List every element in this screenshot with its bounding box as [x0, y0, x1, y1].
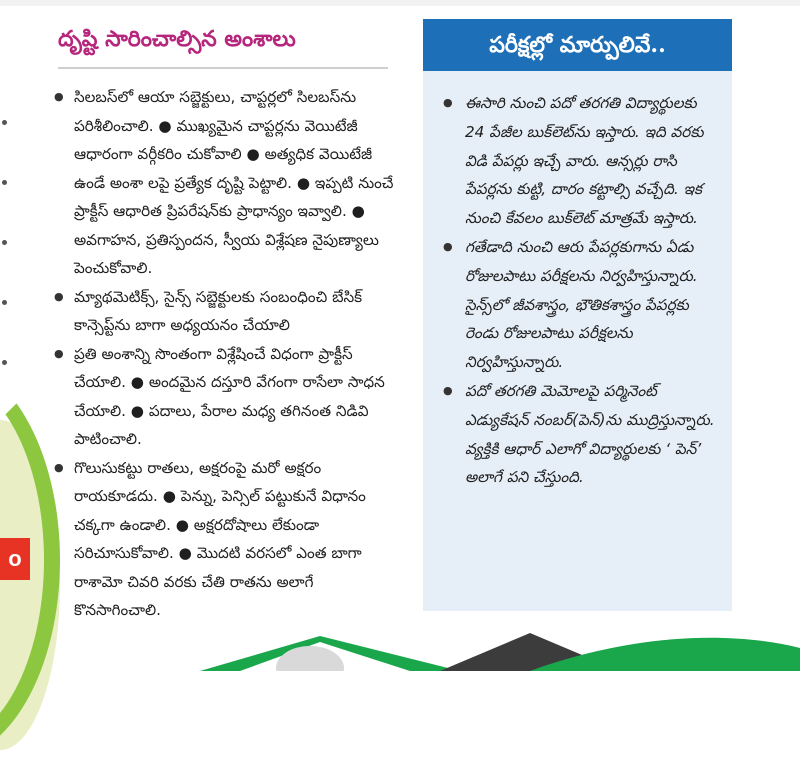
left-column — [52, 26, 402, 625]
right-bullet-item: ● పదో తరగతి మెమోలపై పర్మినెంట్ ఎడ్యుకేషన్ నంబర్(పెన్)ను ముద్రిస్తున్నారు. వ్యక్తికి ఆధార్ ఎలాగో విద్యార్థులకు ‘ పెన్’ అలాగే పని చేస్తుంది. — [443, 377, 718, 492]
left-bullet-item: ● ప్రతి అంశాన్ని సొంతంగా విశ్లేషించే విధంగా ప్రాక్టీస్ చేయాలి. ● అందమైన దస్తూరి వేగంగా రాసేలా సాధన చేయాలి. ● పదాలు, పేరాల మధ్య తగినంత నిడివి పాటించాలి. — [52, 340, 402, 454]
margin-dot — [2, 300, 7, 305]
right-section-title: పరీక్షల్లో మార్పులివే.. — [423, 19, 732, 71]
margin-dot — [2, 240, 7, 245]
margin-dot — [2, 120, 7, 125]
left-bullet-item: ● మ్యాథమెటిక్స్, సైన్స్ సబ్జెక్టులకు సంబంధించి బేసిక్ కాన్సెప్ట్‌ను బాగా అధ్యయనం చేయాలి — [52, 283, 402, 340]
right-bullet-item: ● ఈసారి నుంచి పదో తరగతి విద్యార్థులకు 24 పేజీల బుక్‌లెట్‌ను ఇస్తారు. ఇది వరకు విడి పేపర్లు ఇచ్చే వారు. ఆన్సర్లు రాసి పేపర్లను కుట్టి, దారం కట్టాల్సి వచ్చేది. ఇక నుంచి కేవలం బుక్‌లెట్ మాత్రమే ఇస్తారు. — [443, 89, 718, 233]
side-red-tag: o — [0, 538, 30, 580]
bottom-decorative-art — [200, 628, 800, 671]
left-bullet-list — [52, 83, 402, 625]
margin-dot — [2, 360, 7, 365]
left-section-title: దృష్టి సారించాల్సిన అంశాలు — [58, 26, 388, 69]
left-bullet-item: ● సిలబస్‌లో ఆయా సబ్జెక్టులు, చాప్టర్లలో సిలబస్‌ను పరిశీలించాలి. ● ముఖ్యమైన చాప్టర్లను వెయిటేజీ ఆధారంగా వర్గీకరిం చుకోవాలి ● అత్యధిక వెయిటేజీ ఉండే అంశా లపై ప్రత్యేక దృష్టి పెట్టాలి. ● ఇప్పటి నుంచే ప్రాక్టీస్ ఆధారిత ప్రిపరేషన్‌కు ప్రాధాన్యం ఇవ్వాలి. ● అవగాహన, ప్రతిస్పందన, స్వీయ విశ్లేషణ నైపుణ్యాలు పెంచుకోవాలి. — [52, 83, 402, 283]
right-info-box — [423, 19, 732, 611]
top-band — [0, 0, 800, 6]
right-bullet-list — [423, 89, 732, 492]
left-bullet-item: ● గొలుసుకట్టు రాతలు, అక్షరంపై మరో అక్షరం రాయకూడదు. ● పెన్ను, పెన్సిల్ పట్టుకునే విధానం చక్కగా ఉండాలి. ● అక్షరదోషాలు లేకుండా సరిచూసుకోవాలి. ● మొదటి వరసలో ఎంత బాగా రాశామో చివరి వరకు చేతి రాతను అలాగే కొనసాగించాలి. — [52, 454, 402, 625]
right-bullet-item: ● గతేడాది నుంచి ఆరు పేపర్లకుగాను ఏడు రోజులపాటు పరీక్షలను నిర్వహిస్తున్నారు. సైన్స్‌లో జీవశాస్త్రం, భౌతికశాస్త్రం పేపర్లకు రెండు రోజులపాటు పరీక్షలను నిర్వహిస్తున్నారు. — [443, 233, 718, 377]
margin-dot — [2, 180, 7, 185]
